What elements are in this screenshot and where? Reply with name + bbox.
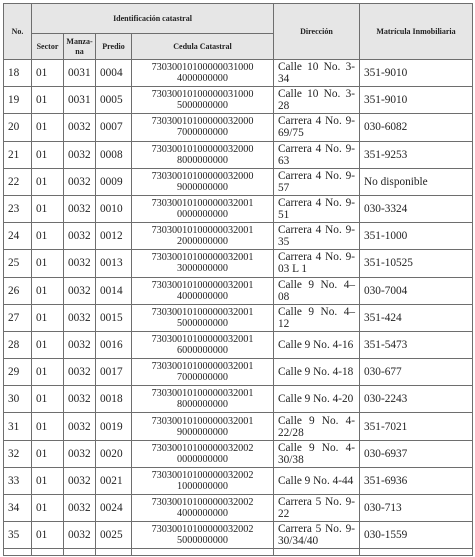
cell-sector: 01 — [32, 304, 64, 331]
cell-no: 33 — [4, 467, 32, 494]
cell-predio: 0004 — [96, 60, 132, 87]
cell-direccion: Calle 9 No. 4-20 — [274, 386, 360, 413]
cell-direccion: Calle 9 No. 4-30/38 — [274, 440, 360, 467]
table-row-partial — [4, 549, 473, 556]
cell-cedula: 73030010100000032001 2000000000 — [132, 223, 274, 250]
table-row — [4, 495, 473, 522]
cell-manzana: 0032 — [64, 467, 96, 494]
cell-predio: 0020 — [96, 440, 132, 467]
cell-sector: 01 — [32, 440, 64, 467]
cell-no: 18 — [4, 60, 32, 87]
cell-matricula: 030-7004 — [360, 277, 473, 304]
cell-cedula: 73030010100000032001 8000000000 — [132, 386, 274, 413]
cell-predio: 0024 — [96, 495, 132, 522]
cell-matricula: 351-6936 — [360, 467, 473, 494]
table-row — [4, 223, 473, 250]
cell-direccion: Calle 10 No. 3-34 — [274, 60, 360, 87]
cell-predio: 0008 — [96, 141, 132, 168]
cell-no: 28 — [4, 331, 32, 358]
header-sector: Sector — [32, 34, 64, 60]
cell-sector: 01 — [32, 413, 64, 440]
cell-cedula: 73030010100000032002 0000000000 — [132, 440, 274, 467]
cell-cedula: 73030010100000032000 7000000000 — [132, 114, 274, 141]
table-row — [4, 522, 473, 549]
cell-direccion: Carrera 4 No. 9-35 — [274, 223, 360, 250]
cell-matricula: 351-7021 — [360, 413, 473, 440]
cell-no: 22 — [4, 168, 32, 195]
cell-cedula: 73030010100000032002 4000000000 — [132, 495, 274, 522]
table-row — [4, 304, 473, 331]
cell-sector: 01 — [32, 495, 64, 522]
cell-predio: 0016 — [96, 331, 132, 358]
empty-cell — [360, 549, 473, 556]
cell-cedula: 73030010100000032002 5000000000 — [132, 522, 274, 549]
cell-manzana: 0032 — [64, 522, 96, 549]
cell-direccion: Carrera 4 No. 9-51 — [274, 195, 360, 222]
cell-matricula: 351-10525 — [360, 250, 473, 277]
header-identificacion: Identificación catastral — [32, 4, 274, 34]
cell-sector: 01 — [32, 277, 64, 304]
cell-cedula: 73030010100000032002 1000000000 — [132, 467, 274, 494]
cell-direccion: Carrera 4 No. 9-69/75 — [274, 114, 360, 141]
header-direccion: Dirección — [274, 4, 360, 60]
cell-direccion: Carrera 5 No. 9-30/34/40 — [274, 522, 360, 549]
cell-sector: 01 — [32, 87, 64, 114]
cell-cedula: 73030010100000032001 5000000000 — [132, 304, 274, 331]
cell-sector: 01 — [32, 331, 64, 358]
cell-no: 24 — [4, 223, 32, 250]
table-row — [4, 467, 473, 494]
cell-cedula: 73030010100000032000 9000000000 — [132, 168, 274, 195]
table-row — [4, 331, 473, 358]
empty-cell — [274, 549, 360, 556]
cell-no: 32 — [4, 440, 32, 467]
empty-cell — [64, 549, 96, 556]
cell-sector: 01 — [32, 223, 64, 250]
cell-manzana: 0031 — [64, 60, 96, 87]
cell-manzana: 0032 — [64, 413, 96, 440]
cell-matricula: 030-677 — [360, 359, 473, 386]
cell-predio: 0013 — [96, 250, 132, 277]
empty-cell — [4, 549, 32, 556]
cell-cedula: 73030010100000032000 8000000000 — [132, 141, 274, 168]
catastral-table — [3, 3, 473, 556]
table-row — [4, 168, 473, 195]
cell-manzana: 0032 — [64, 277, 96, 304]
cell-manzana: 0032 — [64, 304, 96, 331]
cell-no: 21 — [4, 141, 32, 168]
empty-cell — [96, 549, 132, 556]
table-row — [4, 250, 473, 277]
table-row — [4, 141, 473, 168]
header-manzana: Manza-na — [64, 34, 96, 60]
cell-cedula: 73030010100000032001 7000000000 — [132, 359, 274, 386]
cell-matricula: 351-9010 — [360, 87, 473, 114]
table-row — [4, 359, 473, 386]
cell-no: 29 — [4, 359, 32, 386]
cell-manzana: 0032 — [64, 141, 96, 168]
cell-cedula: 73030010100000032001 0000000000 — [132, 195, 274, 222]
cell-matricula: 030-6082 — [360, 114, 473, 141]
cell-cedula: 73030010100000032001 6000000000 — [132, 331, 274, 358]
cell-predio: 0019 — [96, 413, 132, 440]
cell-predio: 0015 — [96, 304, 132, 331]
cell-no: 35 — [4, 522, 32, 549]
cell-manzana: 0032 — [64, 250, 96, 277]
cell-manzana: 0032 — [64, 331, 96, 358]
cell-manzana: 0031 — [64, 87, 96, 114]
cell-direccion: Calle 9 No. 4–12 — [274, 304, 360, 331]
cell-predio: 0014 — [96, 277, 132, 304]
cell-predio: 0025 — [96, 522, 132, 549]
table-row — [4, 277, 473, 304]
cell-direccion: Calle 9 No. 4–08 — [274, 277, 360, 304]
cell-direccion: Carrera 4 No. 9-57 — [274, 168, 360, 195]
cell-predio: 0021 — [96, 467, 132, 494]
cell-sector: 01 — [32, 195, 64, 222]
cell-direccion: Calle 9 No. 4-22/28 — [274, 413, 360, 440]
cell-matricula: 030-3324 — [360, 195, 473, 222]
cell-no: 27 — [4, 304, 32, 331]
cell-matricula: 030-6937 — [360, 440, 473, 467]
table-row — [4, 60, 473, 87]
table-body — [4, 60, 473, 556]
cell-no: 34 — [4, 495, 32, 522]
cell-sector: 01 — [32, 250, 64, 277]
cell-no: 23 — [4, 195, 32, 222]
cell-no: 25 — [4, 250, 32, 277]
empty-cell — [32, 549, 64, 556]
table-row — [4, 413, 473, 440]
cell-predio: 0018 — [96, 386, 132, 413]
header-no: No. — [4, 4, 32, 60]
cell-predio: 0009 — [96, 168, 132, 195]
cell-manzana: 0032 — [64, 114, 96, 141]
cell-sector: 01 — [32, 467, 64, 494]
cell-sector: 01 — [32, 359, 64, 386]
table-row — [4, 114, 473, 141]
cell-matricula: 351-5473 — [360, 331, 473, 358]
cell-matricula: 351-9253 — [360, 141, 473, 168]
cell-sector: 01 — [32, 168, 64, 195]
cell-predio: 0010 — [96, 195, 132, 222]
table-row — [4, 87, 473, 114]
cell-predio: 0007 — [96, 114, 132, 141]
cell-direccion: Calle 9 No. 4-16 — [274, 331, 360, 358]
cell-cedula: 73030010100000032001 3000000000 — [132, 250, 274, 277]
cell-direccion: Carrera 4 No. 9-03 L 1 — [274, 250, 360, 277]
cell-manzana: 0032 — [64, 195, 96, 222]
cell-manzana: 0032 — [64, 223, 96, 250]
cell-predio: 0005 — [96, 87, 132, 114]
cell-sector: 01 — [32, 60, 64, 87]
cell-cedula: 73030010100000031000 5000000000 — [132, 87, 274, 114]
cell-no: 31 — [4, 413, 32, 440]
empty-cell — [132, 549, 274, 556]
cell-manzana: 0032 — [64, 495, 96, 522]
cell-no: 26 — [4, 277, 32, 304]
cell-no: 30 — [4, 386, 32, 413]
cell-matricula: 351-1000 — [360, 223, 473, 250]
cell-direccion: Calle 9 No. 4-44 — [274, 467, 360, 494]
table-row — [4, 386, 473, 413]
cell-cedula: 73030010100000032001 9000000000 — [132, 413, 274, 440]
cell-direccion: Calle 10 No. 3-28 — [274, 87, 360, 114]
cell-predio: 0017 — [96, 359, 132, 386]
table-row — [4, 440, 473, 467]
cell-matricula: 030-713 — [360, 495, 473, 522]
cell-direccion: Carrera 4 No. 9-63 — [274, 141, 360, 168]
cell-sector: 01 — [32, 522, 64, 549]
cell-matricula: 351-9010 — [360, 60, 473, 87]
cell-no: 19 — [4, 87, 32, 114]
cell-sector: 01 — [32, 141, 64, 168]
cell-manzana: 0032 — [64, 168, 96, 195]
cell-manzana: 0032 — [64, 440, 96, 467]
cell-matricula: 030-2243 — [360, 386, 473, 413]
cell-manzana: 0032 — [64, 359, 96, 386]
cell-direccion: Carrera 5 No. 9-22 — [274, 495, 360, 522]
header-cedula: Cedula Catastral — [132, 34, 274, 60]
cell-predio: 0012 — [96, 223, 132, 250]
cell-cedula: 73030010100000032001 4000000000 — [132, 277, 274, 304]
header-matricula: Matrícula Inmobiliaria — [360, 4, 473, 60]
cell-no: 20 — [4, 114, 32, 141]
cell-matricula: 030-1559 — [360, 522, 473, 549]
cell-direccion: Calle 9 No. 4-18 — [274, 359, 360, 386]
header-predio: Predio — [96, 34, 132, 60]
cell-sector: 01 — [32, 114, 64, 141]
cell-cedula: 73030010100000031000 4000000000 — [132, 60, 274, 87]
cell-matricula: No disponible — [360, 168, 473, 195]
cell-sector: 01 — [32, 386, 64, 413]
cell-matricula: 351-424 — [360, 304, 473, 331]
cell-manzana: 0032 — [64, 386, 96, 413]
table-row — [4, 195, 473, 222]
